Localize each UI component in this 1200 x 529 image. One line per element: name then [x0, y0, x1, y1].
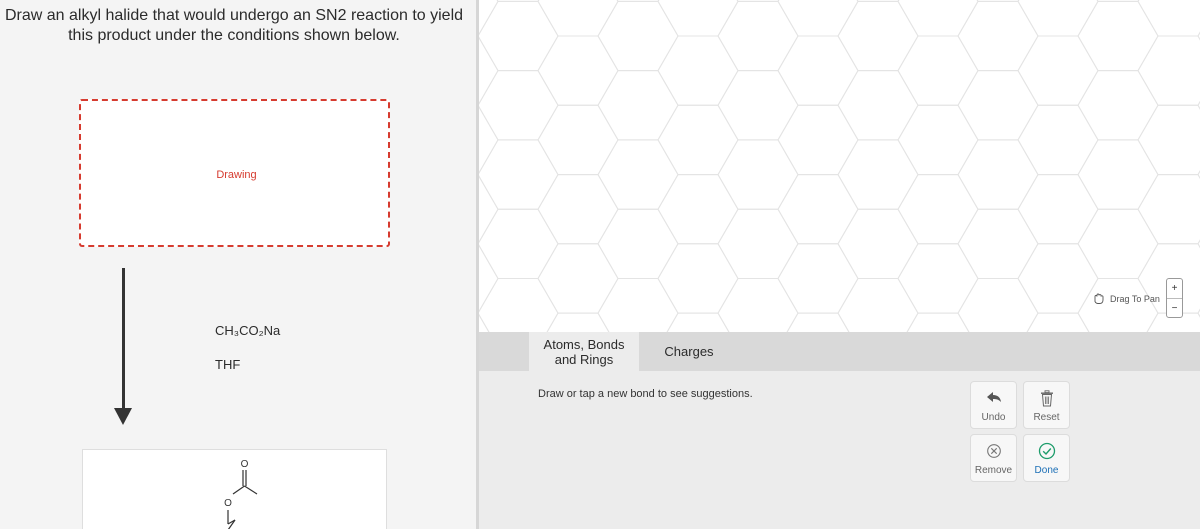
hex-cell	[778, 244, 858, 313]
methyl-bond	[245, 486, 258, 494]
hex-cell	[778, 36, 858, 105]
tab-atoms-bonds-rings[interactable]	[529, 332, 639, 371]
drag-to-pan-label: Drag To Pan	[1110, 293, 1160, 304]
trash-icon	[1040, 390, 1054, 407]
remove-label: Remove	[974, 465, 1013, 476]
hex-cell	[958, 279, 1038, 333]
drag-to-pan-control[interactable]	[1092, 292, 1160, 305]
reagent-solvent: THF	[215, 357, 241, 372]
reset-label: Reset	[1033, 412, 1060, 423]
tab-atoms-label-line-2: and Rings	[554, 351, 614, 367]
tool-tabs-bar	[479, 332, 1200, 371]
question-text	[0, 6, 468, 45]
hex-cell	[598, 140, 678, 209]
hex-cell	[479, 313, 498, 332]
tool-panel	[479, 371, 1200, 529]
tab-atoms-label-line-1: Atoms, Bonds	[543, 336, 625, 352]
hex-cell	[479, 36, 498, 105]
hex-cell	[538, 105, 618, 174]
hex-cell	[598, 279, 678, 333]
hex-cell	[598, 1, 678, 70]
hex-cell	[778, 313, 858, 332]
question-panel	[0, 0, 476, 529]
hex-cell	[1018, 175, 1098, 244]
ester-bond	[233, 486, 245, 494]
drawing-canvas[interactable]	[479, 0, 1200, 332]
hex-cell	[958, 140, 1038, 209]
hex-cell	[718, 1, 798, 70]
hex-cell	[838, 140, 918, 209]
hex-cell	[479, 1, 558, 70]
hex-cell	[898, 244, 978, 313]
hex-cell	[538, 244, 618, 313]
undo-label: Undo	[981, 412, 1006, 423]
done-button[interactable]	[1023, 434, 1070, 482]
product-structure-card	[82, 449, 387, 529]
zoom-control	[1166, 278, 1183, 318]
hex-cell	[898, 313, 978, 332]
drawing-answer-box[interactable]	[79, 99, 390, 247]
hex-cell	[598, 209, 678, 278]
zoom-in-button[interactable]: +	[1171, 283, 1178, 294]
hex-cell	[1018, 0, 1098, 36]
hex-cell	[1138, 36, 1200, 105]
hex-cell	[658, 0, 738, 36]
reset-button[interactable]	[1023, 381, 1070, 429]
reaction-arrow-shaft	[122, 268, 125, 410]
hex-cell	[958, 209, 1038, 278]
remove-button[interactable]	[970, 434, 1017, 482]
hex-cell	[658, 105, 738, 174]
question-line-1: Draw an alkyl halide that would undergo an SN2 reaction to yield	[4, 7, 464, 24]
hex-cell	[658, 313, 738, 332]
hex-cell	[898, 36, 978, 105]
hex-cell	[958, 71, 1038, 140]
hex-cell	[479, 175, 498, 244]
hex-cell	[898, 105, 978, 174]
drawing-label: Drawing	[216, 169, 257, 181]
hex-cell	[538, 175, 618, 244]
hex-cell	[838, 71, 918, 140]
hex-cell	[718, 209, 798, 278]
hex-cell	[538, 313, 618, 332]
check-circle-icon	[1038, 442, 1056, 460]
hex-cell	[718, 279, 798, 333]
hex-grid	[479, 0, 1200, 332]
hex-cell	[778, 0, 858, 36]
hex-cell	[838, 209, 918, 278]
reagent-sodium-acetate: CH₃CO₂Na	[215, 323, 281, 338]
hand-pan-icon	[1092, 292, 1105, 305]
zoom-out-button[interactable]: −	[1171, 303, 1178, 314]
hex-cell	[958, 1, 1038, 70]
hex-cell	[658, 36, 738, 105]
reaction-arrow-head	[114, 408, 132, 425]
hex-cell	[838, 1, 918, 70]
carbonyl-oxygen-label: O	[240, 459, 249, 470]
ester-oxygen-label: O	[224, 498, 232, 509]
hex-cell	[718, 71, 798, 140]
hex-cell	[898, 0, 978, 36]
hex-cell	[1078, 1, 1158, 70]
hex-cell	[479, 140, 558, 209]
hex-cell	[1018, 36, 1098, 105]
hex-cell	[1018, 105, 1098, 174]
hex-cell	[1078, 71, 1158, 140]
hex-cell	[658, 175, 738, 244]
done-label: Done	[1034, 465, 1059, 476]
question-line-2: this product under the conditions shown below.	[68, 26, 400, 44]
hex-cell	[598, 71, 678, 140]
product-structure	[83, 450, 388, 529]
hex-cell	[479, 244, 498, 313]
remove-x-icon	[986, 443, 1002, 459]
hex-cell	[538, 0, 618, 36]
hex-cell	[1078, 279, 1158, 333]
hex-cell	[479, 279, 558, 333]
hex-cell	[1018, 313, 1098, 332]
hex-cell	[479, 71, 558, 140]
hex-cell	[898, 175, 978, 244]
hex-cell	[1138, 105, 1200, 174]
tab-charges[interactable]: Charges	[664, 344, 714, 359]
hex-cell	[778, 105, 858, 174]
hex-cell	[778, 175, 858, 244]
hex-cell	[1138, 0, 1200, 36]
hex-cell	[838, 279, 918, 333]
hex-cell	[718, 140, 798, 209]
hex-cell	[1018, 244, 1098, 313]
hex-cell	[658, 244, 738, 313]
hex-cell	[1138, 175, 1200, 244]
hex-cell	[1078, 140, 1158, 209]
hex-cell	[479, 105, 498, 174]
hex-cell	[538, 36, 618, 105]
undo-arrow-icon	[986, 391, 1002, 405]
hex-cell	[479, 209, 558, 278]
undo-button[interactable]	[970, 381, 1017, 429]
suggestion-hint: Draw or tap a new bond to see suggestions.	[538, 388, 753, 400]
hex-cell	[1078, 209, 1158, 278]
